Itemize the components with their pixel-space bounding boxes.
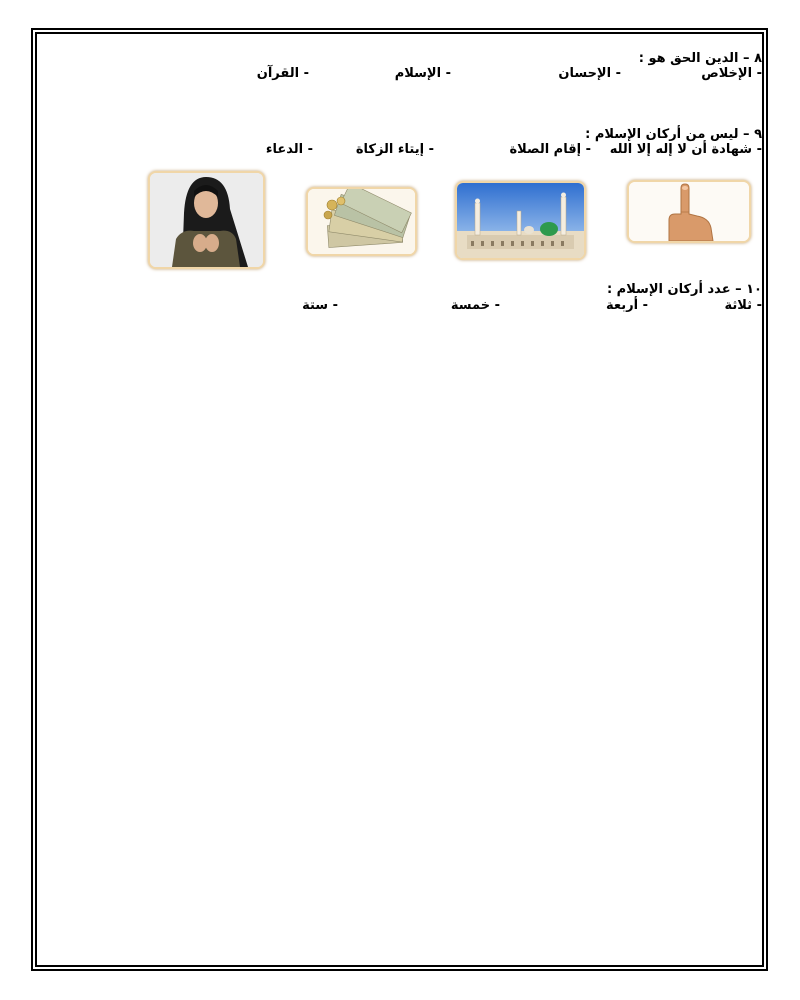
money-picture (306, 187, 417, 256)
question-8-option-2: - الإحسان (558, 66, 621, 81)
question-10-title: ١٠ – عدد أركان الإسلام : (606, 282, 762, 297)
question-9-option-1: - شهادة أن لا إله إلا الله (609, 142, 762, 157)
question-9-option-2: - إقام الصلاة (509, 142, 591, 157)
page-border-inner (35, 32, 764, 967)
question-9-title: ٩ – ليس من أركان الإسلام : (585, 127, 762, 142)
question-10-option-4: - ستة (302, 298, 338, 313)
finger-pointing-up-icon (627, 180, 751, 243)
question-10-option-2: - أربعة (606, 298, 648, 313)
question-9-option-4: - الدعاء (265, 142, 313, 157)
question-9-option-3: - إيتاء الزكاة (355, 142, 434, 157)
question-10-option-3: - خمسة (450, 298, 500, 313)
question-8-option-3: - الإسلام (394, 66, 451, 81)
question-8-title: ٨ – الدين الحق هو : (638, 51, 762, 66)
question-8-option-4: - القرآن (256, 66, 309, 81)
praying-girl-picture (148, 171, 265, 269)
mosque-picture (455, 181, 586, 260)
question-8-option-1: - الإخلاص (701, 66, 762, 81)
question-10-option-1: - ثلاثة (724, 298, 762, 313)
